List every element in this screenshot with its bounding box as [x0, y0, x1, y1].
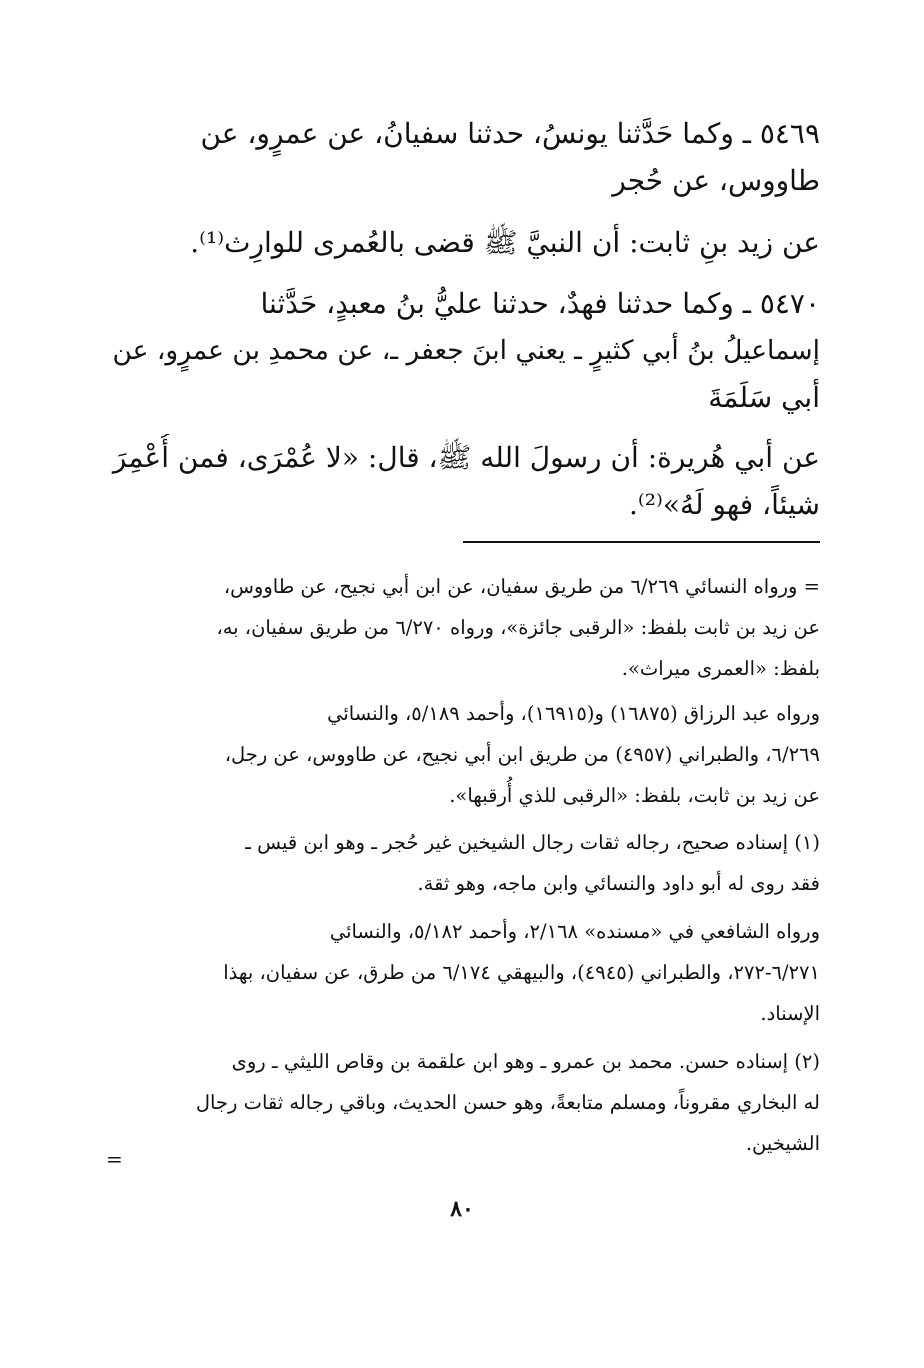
- footnote-line: = ورواه النسائي ٦/٢٦٩ من طريق سفيان، عن ابن أبي نجيح، عن طاووس،: [223, 575, 820, 598]
- text-line: عن زيد بنِ ثابت: أن النبيَّ ﷺ قضى بالعُمرى للوارِث⁽¹⁾.: [190, 226, 820, 259]
- footnote-line: عن زيد بن ثابت بلفظ: «الرقبى جائزة»، ورواه ٦/٢٧٠ من طريق سفيان، به،: [216, 616, 820, 639]
- hadith-5469-matn: [108, 219, 820, 266]
- text-line: ٥٤٦٩ ـ وكما حَدَّثنا يونسُ، حدثنا سفيانُ، عن عمرٍو، عن: [200, 117, 820, 150]
- footnote-line: ورواه عبد الرزاق (١٦٨٧٥) و(١٦٩١٥)، وأحمد ٥/١٨٩، والنسائي: [327, 702, 820, 725]
- footnote-line: بلفظ: «العمرى ميراث».: [621, 657, 820, 680]
- hadith-5469: [108, 110, 820, 204]
- hadith-5470: [108, 280, 820, 421]
- footnote-line: له البخاري مقروناً، ومسلم متابعةً، وهو حسن الحديث، وباقي رجاله ثقات رجال: [195, 1091, 820, 1114]
- footnote-2: [108, 1041, 820, 1164]
- footnote-paragraph: [108, 693, 820, 816]
- text-line: طاووس، عن حُجر: [612, 164, 820, 197]
- footnote-separator: [463, 541, 820, 543]
- footnote-line: ٦/٢٦٩، والطبراني (٤٩٥٧) من طريق ابن أبي نجيح، عن طاووس، عن رجل،: [224, 743, 820, 766]
- page-number: ٨٠: [450, 1196, 474, 1222]
- hadith-5470-matn: [108, 434, 820, 528]
- footnote-line: ورواه الشافعي في «مسنده» ٢/١٦٨، وأحمد ٥/١٨٢، والنسائي: [329, 920, 820, 943]
- footnote-1: [108, 822, 820, 904]
- footnote-line: فقد روى له أبو داود والنسائي وابن ماجه، وهو ثقة.: [417, 872, 820, 895]
- text-line: عن أبي هُريرة: أن رسولَ الله ﷺ، قال: «لا عُمْرَى، فمن أُعْمِرَ: [112, 441, 820, 474]
- footnote-line: عن زيد بن ثابت، بلفظ: «الرقبى للذي أُرقبها».: [449, 784, 820, 807]
- text-line: أبي سَلَمَةَ: [708, 381, 820, 414]
- text-line: ٥٤٧٠ ـ وكما حدثنا فهدٌ، حدثنا عليُّ بنُ معبدٍ، حَدَّثنا: [260, 287, 820, 320]
- footnote-line: ٦/٢٧١-٢٧٢، والطبراني (٤٩٤٥)، والبيهقي ٦/١٧٤ من طرق، عن سفيان، بهذا: [223, 961, 820, 984]
- footnote-continuation: [108, 566, 820, 689]
- footnote-line: (٢) إسناده حسن. محمد بن عمرو ـ وهو ابن علقمة بن وقاص الليثي ـ روى: [231, 1050, 820, 1073]
- footnote-line: (١) إسناده صحيح، رجاله ثقات رجال الشيخين غير حُجر ـ وهو ابن قيس ـ: [245, 831, 820, 854]
- footnote-line: الشيخين.: [745, 1132, 820, 1155]
- footnote-line: الإسناد.: [760, 1002, 820, 1025]
- text-line: إسماعيلُ بنُ أبي كثيرٍ ـ يعني ابنَ جعفر ـ، عن محمدِ بن عمرٍو، عن: [112, 335, 820, 366]
- footnote-1-sources: [108, 911, 820, 1034]
- text-line: شيئاً، فهو لَهُ»⁽²⁾.: [628, 488, 820, 521]
- footnote-continuation-mark: =: [106, 1147, 123, 1171]
